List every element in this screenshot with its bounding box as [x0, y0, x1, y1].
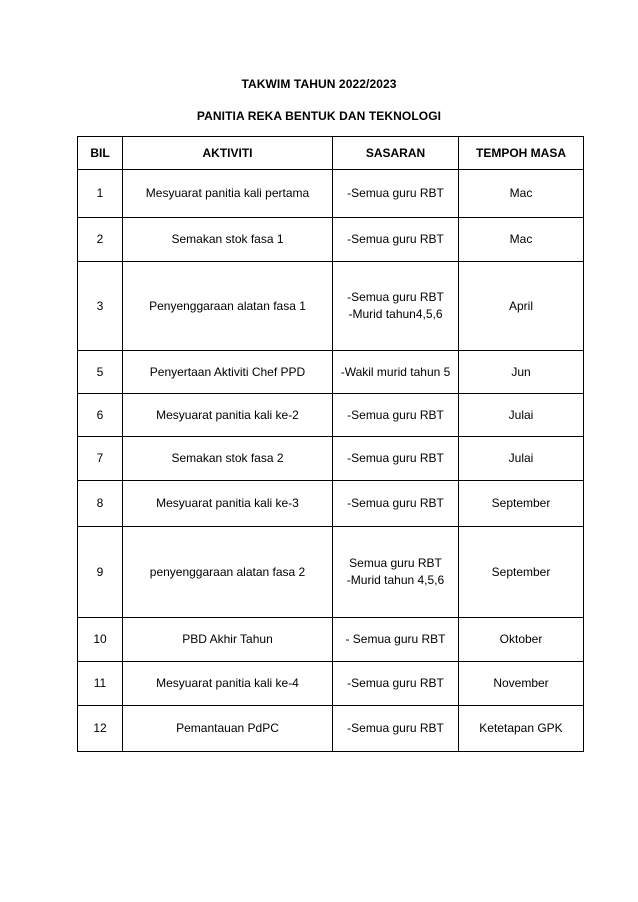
table-row: [78, 351, 584, 394]
cell-sasaran: -Semua guru RBT -Murid tahun4,5,6: [333, 262, 459, 351]
cell-sasaran: -Semua guru RBT: [333, 394, 459, 437]
cell-bil: 2: [78, 218, 123, 262]
cell-tempoh-masa: Jun: [459, 351, 584, 394]
cell-aktiviti: Pemantauan PdPC: [123, 706, 333, 752]
cell-aktiviti: Mesyuarat panitia kali ke-4: [123, 662, 333, 706]
cell-aktiviti: Semakan stok fasa 1: [123, 218, 333, 262]
cell-aktiviti: Mesyuarat panitia kali pertama: [123, 170, 333, 218]
table-row: [78, 662, 584, 706]
cell-bil: 1: [78, 170, 123, 218]
table-header-row: [78, 137, 584, 170]
header-bil: BIL: [78, 137, 123, 170]
header-aktiviti: AKTIVITI: [123, 137, 333, 170]
table-row: [78, 218, 584, 262]
cell-bil: 3: [78, 262, 123, 351]
cell-tempoh-masa: April: [459, 262, 584, 351]
cell-tempoh-masa: Ketetapan GPK: [459, 706, 584, 752]
header-tempoh-masa: TEMPOH MASA: [459, 137, 584, 170]
cell-sasaran: -Semua guru RBT: [333, 218, 459, 262]
header-sasaran: SASARAN: [333, 137, 459, 170]
cell-sasaran: -Semua guru RBT: [333, 662, 459, 706]
table-row: [78, 262, 584, 351]
cell-tempoh-masa: Oktober: [459, 618, 584, 662]
cell-aktiviti: PBD Akhir Tahun: [123, 618, 333, 662]
cell-aktiviti: penyenggaraan alatan fasa 2: [123, 527, 333, 618]
cell-sasaran: -Wakil murid tahun 5: [333, 351, 459, 394]
cell-tempoh-masa: September: [459, 527, 584, 618]
cell-tempoh-masa: September: [459, 481, 584, 527]
cell-bil: 11: [78, 662, 123, 706]
document-title: TAKWIM TAHUN 2022/2023: [241, 77, 397, 91]
table-row: [78, 481, 584, 527]
cell-sasaran: -Semua guru RBT: [333, 170, 459, 218]
cell-tempoh-masa: Mac: [459, 170, 584, 218]
table-row: [78, 706, 584, 752]
cell-bil: 9: [78, 527, 123, 618]
cell-tempoh-masa: Julai: [459, 437, 584, 481]
cell-tempoh-masa: Julai: [459, 394, 584, 437]
cell-aktiviti: Semakan stok fasa 2: [123, 437, 333, 481]
cell-tempoh-masa: Mac: [459, 218, 584, 262]
cell-bil: 6: [78, 394, 123, 437]
table-row: [78, 618, 584, 662]
table-row: [78, 170, 584, 218]
document-subtitle: PANITIA REKA BENTUK DAN TEKNOLOGI: [196, 109, 442, 123]
table-row: [78, 527, 584, 618]
cell-tempoh-masa: November: [459, 662, 584, 706]
cell-sasaran: Semua guru RBT -Murid tahun 4,5,6: [333, 527, 459, 618]
cell-aktiviti: Penyertaan Aktiviti Chef PPD: [123, 351, 333, 394]
cell-bil: 7: [78, 437, 123, 481]
cell-sasaran: -Semua guru RBT: [333, 437, 459, 481]
takwim-table: [77, 136, 584, 752]
cell-bil: 8: [78, 481, 123, 527]
cell-bil: 5: [78, 351, 123, 394]
cell-aktiviti: Mesyuarat panitia kali ke-2: [123, 394, 333, 437]
cell-bil: 12: [78, 706, 123, 752]
table-row: [78, 394, 584, 437]
cell-sasaran: -Semua guru RBT: [333, 481, 459, 527]
cell-aktiviti: Penyenggaraan alatan fasa 1: [123, 262, 333, 351]
cell-aktiviti: Mesyuarat panitia kali ke-3: [123, 481, 333, 527]
cell-bil: 10: [78, 618, 123, 662]
cell-sasaran: - Semua guru RBT: [333, 618, 459, 662]
table-row: [78, 437, 584, 481]
cell-sasaran: -Semua guru RBT: [333, 706, 459, 752]
